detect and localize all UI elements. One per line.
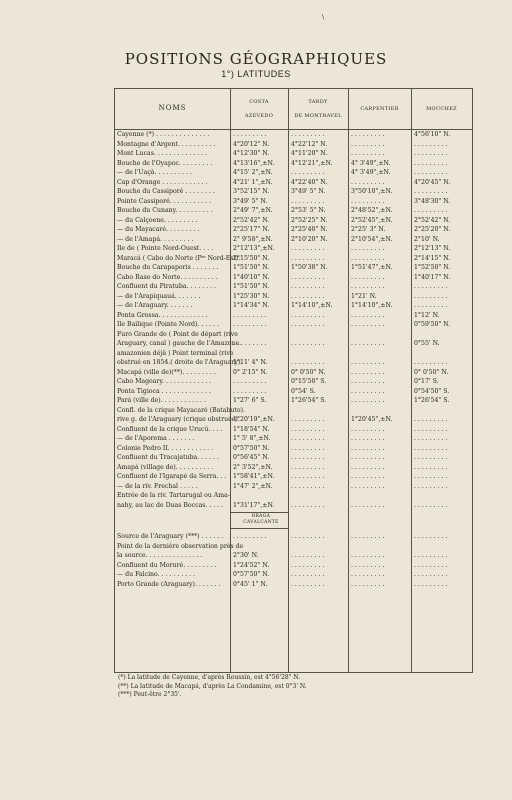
row-value: . . . . . . . . . bbox=[233, 387, 267, 395]
row-name: Maracá ( Cabo do Norte (Pᵗᵉ Nord-Est). bbox=[117, 254, 241, 262]
row-name: — de l'Arapiquauá. . . . . . . bbox=[117, 292, 201, 300]
row-value: 4° 3'49",±N. bbox=[351, 169, 391, 176]
footnote: (*) La latitude de Cayenne, d'après Roussin, est 4°56'28" N. bbox=[118, 674, 301, 681]
row-value: 3°49' 5" N. bbox=[291, 188, 326, 195]
row-value: 1°51'50" N. bbox=[233, 283, 270, 290]
row-name: Bouche du Carapaporis . . . . . . . bbox=[117, 264, 219, 271]
row-name: — de l'Amapá. . . . . . . . . bbox=[117, 235, 194, 243]
row-value: 4°20'45" N. bbox=[414, 178, 451, 186]
row-value: 1°51'47",±N. bbox=[351, 264, 393, 271]
column-header-mouchez: MOUCHEZ bbox=[426, 106, 457, 112]
row-value: . . . . . . . . . bbox=[414, 473, 448, 480]
row-value: . . . . . . . . . bbox=[291, 435, 325, 442]
row-name: Bouche du Cunany. . . . . . . . . . bbox=[117, 207, 213, 214]
row-value: 0°17' S. bbox=[414, 378, 439, 385]
row-value: 1°25'30" N. bbox=[233, 292, 270, 300]
row-name: la source. . . . . . . . . . . . . . . bbox=[117, 552, 203, 559]
row-value: . . . . . . . . . bbox=[291, 416, 325, 423]
row-value: 2°10'20" N. bbox=[291, 235, 328, 243]
row-value: 1°40'10" N. bbox=[233, 273, 270, 281]
row-value: . . . . . . . . . bbox=[233, 131, 267, 138]
row-value: 4°15' 2",±N. bbox=[233, 169, 273, 176]
row-value: . . . . . . . . . bbox=[291, 245, 325, 252]
row-value: . . . . . . . . . bbox=[414, 302, 448, 309]
row-value: . . . . . . . . . bbox=[291, 321, 325, 328]
row-name: Bouche de l'Oyapoc. . . . . . . . . bbox=[117, 159, 213, 167]
row-value: . . . . . . . . . bbox=[351, 580, 385, 588]
row-value: . . . . . . . . . bbox=[291, 501, 325, 509]
row-name: Ponta Grossa. . . . . . . . . . . . . bbox=[117, 311, 208, 319]
row-value: . . . . . . . . . bbox=[233, 321, 267, 328]
row-value: . . . . . . . . . bbox=[351, 387, 385, 395]
row-value: . . . . . . . . . bbox=[291, 292, 325, 300]
braga-bottom: CAVALCANTE bbox=[243, 520, 279, 525]
row-value: . . . . . . . . . bbox=[351, 245, 385, 252]
table-row bbox=[115, 339, 472, 349]
row-value: . . . . . . . . . bbox=[291, 473, 325, 480]
row-name: Bouche du Cassiporé . . . . . . . . bbox=[117, 188, 215, 195]
row-value: 1°14'34" N. bbox=[233, 302, 270, 309]
row-name: — de la riv. Frechal . . . . . bbox=[117, 482, 198, 490]
page-mark: \ bbox=[322, 14, 325, 21]
row-value: 2°25'40" N. bbox=[291, 226, 328, 233]
table-row bbox=[115, 472, 472, 482]
table-row bbox=[115, 320, 472, 330]
row-value: 4°20'12" N. bbox=[233, 140, 270, 148]
row-value: . . . . . . . . . bbox=[233, 340, 267, 347]
row-value: . . . . . . . . . bbox=[351, 321, 385, 328]
row-value: 1°47' 2",±N. bbox=[233, 482, 273, 490]
row-value: 0°56'45" N. bbox=[233, 454, 270, 461]
row-value: . . . . . . . . . bbox=[414, 501, 448, 509]
page-subtitle: 1°) LATITUDES bbox=[221, 69, 291, 79]
table-row bbox=[115, 570, 472, 580]
row-value: . . . . . . . . . bbox=[351, 482, 385, 490]
row-name: obstrué en 1854.( droite de l'Araguary). bbox=[117, 359, 243, 366]
row-value: . . . . . . . . . bbox=[351, 131, 385, 138]
row-value: 1° 5' 8",±N. bbox=[233, 435, 271, 442]
row-value: . . . . . . . . . bbox=[291, 571, 325, 578]
row-value: 1°24'52" N. bbox=[233, 561, 270, 569]
table-row bbox=[115, 330, 472, 340]
footnote: (**) La latitude de Macapá, d'après La Condamine, est 0°3' N. bbox=[118, 682, 307, 690]
row-name: Porto Grande (Araguary). . . . . . . bbox=[117, 580, 221, 588]
column-header-tardy-top: TARDY bbox=[308, 99, 328, 105]
row-value: 3°50'10",±N. bbox=[351, 188, 393, 195]
row-value: 2°52'42" N. bbox=[233, 216, 270, 224]
row-value: . . . . . . . . . bbox=[291, 444, 325, 452]
row-value: . . . . . . . . . bbox=[351, 311, 385, 319]
row-value: . . . . . . . . . bbox=[414, 571, 448, 578]
row-value: . . . . . . . . . bbox=[291, 425, 325, 433]
row-value: . . . . . . . . . bbox=[291, 454, 325, 461]
row-value: 1°20'19",±N. bbox=[233, 416, 275, 423]
row-value: . . . . . . . . . bbox=[351, 283, 385, 290]
row-value: 1°51'50" N. bbox=[233, 264, 270, 271]
table-row bbox=[115, 292, 472, 302]
row-value: . . . . . . . . . bbox=[351, 435, 385, 442]
row-value: 2°52'45",±N. bbox=[351, 216, 393, 224]
row-name: Point de la dernière observation près de bbox=[117, 542, 244, 550]
latitudes-table bbox=[114, 88, 473, 673]
table-row bbox=[115, 463, 472, 473]
row-value: 4° 3'49",±N. bbox=[351, 159, 391, 167]
row-value: . . . . . . . . . bbox=[291, 169, 325, 176]
table-row bbox=[115, 235, 472, 245]
table-row bbox=[115, 216, 472, 226]
table-row bbox=[115, 580, 472, 590]
row-name: Ile Bailique (Pointe Nord). . . . . . bbox=[117, 321, 220, 328]
table-row bbox=[115, 532, 472, 542]
row-name: Macapá (ville de)(**). . . . . . . . . bbox=[117, 368, 216, 376]
row-value: . . . . . . . . . bbox=[351, 273, 385, 281]
row-value: 3°48'30" N. bbox=[414, 197, 451, 205]
table-row bbox=[115, 415, 472, 425]
table-row bbox=[115, 197, 472, 207]
table-row bbox=[115, 225, 472, 235]
row-value: 2°15'50" N. bbox=[233, 254, 270, 262]
row-value: 4°13'16",±N. bbox=[233, 159, 275, 167]
row-value: 0° 0'50" N. bbox=[414, 368, 449, 376]
column-header-costa-top: COSTA bbox=[249, 99, 269, 105]
row-value: . . . . . . . . . bbox=[351, 533, 385, 540]
row-value: 0°55' N. bbox=[414, 340, 440, 347]
row-value: 4°12'30" N. bbox=[233, 150, 270, 157]
table-row bbox=[115, 561, 472, 571]
row-value: . . . . . . . . . bbox=[291, 273, 325, 281]
row-value: . . . . . . . . . bbox=[414, 552, 448, 559]
row-value: . . . . . . . . . bbox=[351, 340, 385, 347]
row-value: 2°10' N. bbox=[414, 235, 440, 243]
row-name: Furo Grande do ( Point de départ (rive bbox=[117, 330, 238, 338]
row-value: . . . . . . . . . bbox=[414, 444, 448, 452]
column-header-tardy-bottom: DE MONTRAVEL bbox=[294, 113, 342, 119]
page-title: POSITIONS GÉOGRAPHIQUES bbox=[124, 50, 388, 68]
row-value: 0° 2'15" N. bbox=[233, 368, 268, 376]
row-value: 2°10'54",±N. bbox=[351, 235, 393, 243]
row-value: 1°40'17" N. bbox=[414, 273, 451, 281]
row-name: Confluent de la crique Urucú. . . . bbox=[117, 425, 223, 433]
row-value: . . . . . . . . . bbox=[351, 463, 385, 471]
row-value: 0°45' 1" N. bbox=[233, 580, 268, 588]
row-name: Cap d'Orange . . . . . . . . . . . . bbox=[117, 178, 208, 186]
row-value: 2°25'17" N. bbox=[233, 226, 270, 233]
row-value: . . . . . . . . . bbox=[351, 571, 385, 578]
row-name: Pointe Cassiporé. . . . . . . . . . . bbox=[117, 197, 212, 205]
table-row bbox=[115, 453, 472, 463]
braga-divider bbox=[230, 512, 288, 513]
row-value: . . . . . . . . . bbox=[351, 473, 385, 480]
row-value: 1°12' N. bbox=[414, 311, 440, 319]
row-name: Source de l'Araguary (***) . . . . . . bbox=[117, 533, 224, 540]
row-name: Amapá (village de). . . . . . . . . . bbox=[117, 463, 214, 471]
table-row bbox=[115, 377, 472, 387]
row-name: Cabo Magoary. . . . . . . . . . . . . bbox=[117, 378, 212, 385]
row-value: 2°14'15" N. bbox=[414, 254, 451, 262]
table-row bbox=[115, 387, 472, 397]
table-row bbox=[115, 130, 472, 140]
row-value: . . . . . . . . . bbox=[351, 140, 385, 148]
row-value: 2°12'13",±N. bbox=[233, 245, 275, 252]
column-header-costa bbox=[230, 99, 288, 120]
row-name: Entrée de la riv. Tartarugal ou Ama- bbox=[117, 492, 230, 499]
row-value: . . . . . . . . . bbox=[414, 140, 448, 148]
row-value: 3°52'15" N. bbox=[233, 188, 270, 195]
row-value: . . . . . . . . . bbox=[351, 561, 385, 569]
table-row bbox=[115, 368, 472, 378]
braga-divider bbox=[230, 528, 288, 529]
row-name: Ponta Tigioca . . . . . . . . . . . . . bbox=[117, 387, 211, 395]
row-value: 2°12'13" N. bbox=[414, 245, 451, 252]
row-value: 1°58'41",±N. bbox=[233, 473, 275, 480]
row-value: 4°11'20" N. bbox=[291, 150, 328, 157]
row-value: . . . . . . . . . bbox=[351, 444, 385, 452]
row-value: . . . . . . . . . bbox=[414, 463, 448, 471]
row-value: . . . . . . . . . bbox=[351, 359, 385, 366]
footnote: (***) Peut-être 2°35'. bbox=[118, 691, 182, 698]
row-value: . . . . . . . . . bbox=[233, 311, 267, 319]
footnotes bbox=[118, 674, 478, 700]
row-name: Araguary, canal ) gauche de l'Amazone. bbox=[117, 340, 242, 347]
row-name: Montagne d'Argent. . . . . . . . . . bbox=[117, 140, 216, 148]
row-value: 2°48'52",±N. bbox=[351, 207, 393, 214]
row-name: Confluent du Moruré. . . . . . . . . bbox=[117, 561, 217, 569]
row-value: 0°54'50" S. bbox=[414, 387, 450, 395]
table-row bbox=[115, 501, 472, 511]
row-value: . . . . . . . . . bbox=[291, 482, 325, 490]
table-row bbox=[115, 206, 472, 216]
row-value: . . . . . . . . . bbox=[351, 150, 385, 157]
row-value: 1°26'54" S. bbox=[291, 397, 327, 404]
column-header-carpentier: CARPENTIER bbox=[360, 106, 399, 112]
row-value: 0°57'50" N. bbox=[233, 444, 270, 452]
row-value: . . . . . . . . . bbox=[351, 552, 385, 559]
row-value: 2°25' 3" N. bbox=[351, 226, 386, 233]
row-value: . . . . . . . . . bbox=[414, 580, 448, 588]
table-row bbox=[115, 396, 472, 406]
row-value: 2°25'20" N. bbox=[414, 226, 451, 233]
row-name: — de l'Aporema . . . . . . . bbox=[117, 435, 195, 442]
row-value: 4°22'12" N. bbox=[291, 140, 328, 148]
row-value: 0°54' S. bbox=[291, 387, 316, 395]
row-name: Confluent du Tracajatuba. . . . . . bbox=[117, 454, 219, 461]
table-row bbox=[115, 149, 472, 159]
row-value: 2° 3'52",±N. bbox=[233, 463, 273, 471]
row-value: 2°53' 5" N. bbox=[291, 207, 326, 214]
row-name: — du Mayacaré. . . . . . . . . bbox=[117, 226, 200, 233]
row-value: . . . . . . . . . bbox=[351, 368, 385, 376]
row-value: 0°59'50" N. bbox=[414, 321, 451, 328]
table-row bbox=[115, 159, 472, 169]
row-value: . . . . . . . . . bbox=[414, 150, 448, 157]
table-row bbox=[115, 311, 472, 321]
table-row bbox=[115, 244, 472, 254]
row-value: 2°52'25" N. bbox=[291, 216, 328, 224]
row-name: Colonie Pedro II. . . . . . . . . . . . bbox=[117, 444, 214, 452]
column-subheader-braga bbox=[233, 514, 289, 526]
row-value: . . . . . . . . . bbox=[414, 207, 448, 214]
row-value: . . . . . . . . . bbox=[291, 463, 325, 471]
row-value: 1°14'10",±N. bbox=[351, 302, 393, 309]
row-name: — de l'Uaçà. . . . . . . . . . bbox=[117, 169, 192, 176]
table-row bbox=[115, 425, 472, 435]
table-row bbox=[115, 444, 472, 454]
row-name: Cabo Raso do Norte. . . . . . . . . . bbox=[117, 273, 218, 281]
row-value: 1°20'45",±N. bbox=[351, 416, 393, 423]
table-row bbox=[115, 434, 472, 444]
row-value: . . . . . . . . . bbox=[291, 197, 325, 205]
row-value: . . . . . . . . . bbox=[291, 580, 325, 588]
row-value: . . . . . . . . . bbox=[414, 482, 448, 490]
braga-top: BRAGA bbox=[251, 514, 271, 519]
table-row bbox=[115, 542, 472, 552]
row-value: 1°18'54" N. bbox=[233, 425, 270, 433]
row-value: 1°14'10",±N. bbox=[291, 302, 333, 309]
row-name: Confl. de la crique Mayacaré (Batabuto). bbox=[117, 406, 246, 414]
table-row bbox=[115, 349, 472, 359]
row-value: . . . . . . . . . bbox=[291, 561, 325, 569]
row-name: nahy, au lac de Duas Boccas. . . . . bbox=[117, 501, 224, 509]
row-value: . . . . . . . . . bbox=[414, 561, 448, 569]
table-row bbox=[115, 263, 472, 273]
column-header-names: NOMS bbox=[158, 104, 187, 112]
row-value: . . . . . . . . . bbox=[233, 533, 267, 540]
row-value: . . . . . . . . . bbox=[291, 283, 325, 290]
row-value: . . . . . . . . . bbox=[291, 311, 325, 319]
row-value: . . . . . . . . . bbox=[291, 340, 325, 347]
row-value: . . . . . . . . . bbox=[291, 359, 325, 366]
table-row bbox=[115, 254, 472, 264]
table-row bbox=[115, 178, 472, 188]
row-value: 1°50'38" N. bbox=[291, 264, 328, 271]
table-row bbox=[115, 358, 472, 368]
table-row bbox=[115, 187, 472, 197]
row-name: Cayenne (*) . . . . . . . . . . . . . . bbox=[117, 131, 210, 138]
table-row bbox=[115, 406, 472, 416]
row-value: . . . . . . . . . bbox=[414, 416, 448, 423]
row-value: 4°12'21",±N. bbox=[291, 159, 333, 167]
table-row bbox=[115, 551, 472, 561]
table-row bbox=[115, 140, 472, 150]
row-value: . . . . . . . . . bbox=[351, 378, 385, 385]
row-name: Confluent du Piratuba. . . . . . . . bbox=[117, 283, 216, 290]
row-value: . . . . . . . . . bbox=[414, 533, 448, 540]
row-value: . . . . . . . . . bbox=[414, 188, 448, 195]
row-value: . . . . . . . . . bbox=[414, 283, 448, 290]
row-value: 3°49' 5" N. bbox=[233, 197, 268, 205]
row-name: Mont Lucas. . . . . . . . . . . . . . bbox=[117, 150, 208, 157]
row-value: 2°52'42" N. bbox=[414, 216, 451, 224]
row-value: . . . . . . . . . bbox=[414, 359, 448, 366]
row-name: Ile de ( Pointe Nord-Ouest. . . . bbox=[117, 245, 214, 252]
row-value: . . . . . . . . . bbox=[233, 378, 267, 385]
row-value: 0°57'50" N. bbox=[233, 571, 270, 578]
row-value: 1°26'54" S. bbox=[414, 397, 450, 404]
row-name: — de l'Araguary. . . . . . . bbox=[117, 302, 193, 309]
table-row bbox=[115, 301, 472, 311]
row-value: . . . . . . . . . bbox=[414, 159, 448, 167]
row-value: . . . . . . . . . bbox=[291, 254, 325, 262]
row-value: 4°56'10" N. bbox=[414, 131, 451, 138]
table-row bbox=[115, 491, 472, 501]
row-name: amazonien déjà ) Point terminal (rive bbox=[117, 349, 234, 357]
table-row bbox=[115, 482, 472, 492]
row-name: Confluent de l'Igarapé da Serra. . . bbox=[117, 473, 227, 480]
row-name: rive g. de l'Araguary (crique obstruée). bbox=[117, 416, 240, 423]
row-value: . . . . . . . . . bbox=[291, 131, 325, 138]
row-value: . . . . . . . . . bbox=[414, 454, 448, 461]
row-value: 1°31'17",±N. bbox=[233, 501, 275, 509]
column-header-costa-bottom: AZEVEDO bbox=[244, 113, 274, 119]
row-value: 2°30' N. bbox=[233, 552, 259, 559]
row-value: 0° 0'50" N. bbox=[291, 368, 326, 376]
row-value: . . . . . . . . . bbox=[414, 425, 448, 433]
row-value: 4°21' 1",±N. bbox=[233, 178, 273, 186]
row-name: Pará (ville de). . . . . . . . . . . . bbox=[117, 397, 206, 404]
row-name: — du Falcino. . . . . . . . . . bbox=[117, 571, 196, 578]
row-value: 1°11' 4" N. bbox=[233, 359, 268, 366]
row-value: . . . . . . . . . bbox=[351, 397, 385, 404]
row-value: 1°52'50" N. bbox=[414, 264, 451, 271]
table-row bbox=[115, 168, 472, 178]
row-value: 2° 9'58",±N. bbox=[233, 235, 273, 243]
row-value: . . . . . . . . . bbox=[351, 454, 385, 461]
row-value: 2°49' 7",±N. bbox=[233, 207, 273, 214]
row-value: . . . . . . . . . bbox=[291, 533, 325, 540]
row-value: . . . . . . . . . bbox=[351, 197, 385, 205]
row-value: 1°27' 6" S. bbox=[233, 397, 267, 404]
row-value: . . . . . . . . . bbox=[291, 552, 325, 559]
row-value: . . . . . . . . . bbox=[351, 254, 385, 262]
row-value: . . . . . . . . . bbox=[414, 292, 448, 300]
table-row bbox=[115, 282, 472, 292]
row-value: . . . . . . . . . bbox=[414, 435, 448, 442]
column-header-tardy bbox=[288, 99, 348, 120]
row-value: . . . . . . . . . bbox=[351, 501, 385, 509]
row-value: 0°15'50" S. bbox=[291, 378, 327, 385]
row-value: 1°21' N. bbox=[351, 292, 377, 300]
table-row bbox=[115, 273, 472, 283]
row-name: — du Calçoene. . . . . . . . . bbox=[117, 216, 198, 224]
row-value: . . . . . . . . . bbox=[351, 425, 385, 433]
row-value: 4°22'40" N. bbox=[291, 178, 328, 186]
row-value: . . . . . . . . . bbox=[414, 169, 448, 176]
row-value: . . . . . . . . . bbox=[351, 178, 385, 186]
